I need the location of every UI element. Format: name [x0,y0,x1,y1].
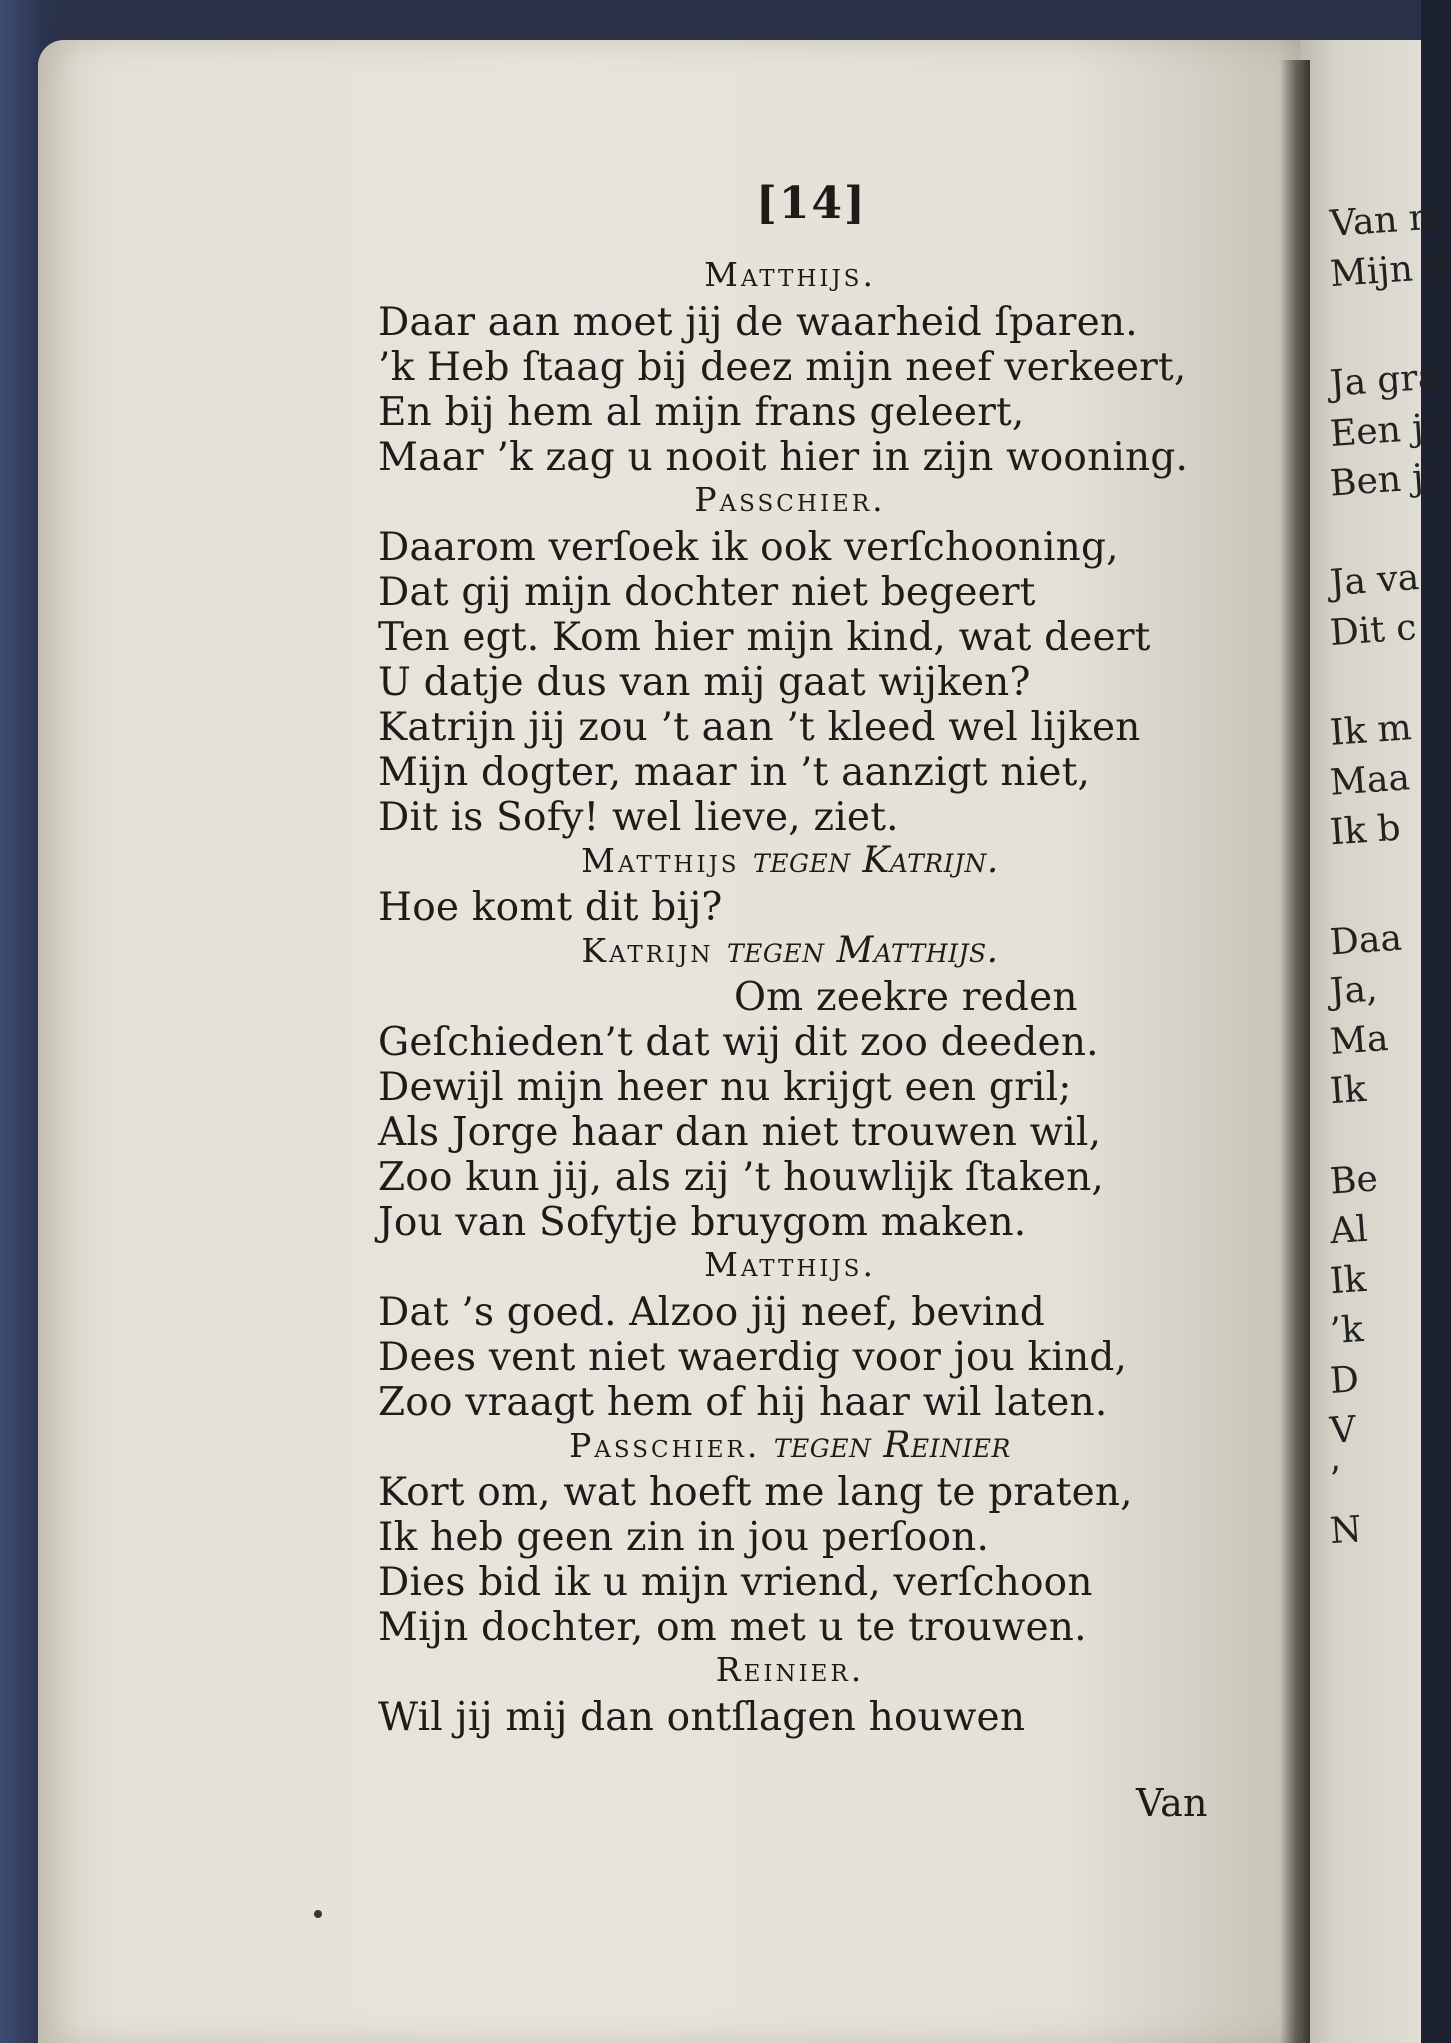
verse-line: Zoo vraagt hem of hij haar wil laten. [378,1380,1108,1425]
facing-page-text: Al [1328,1208,1369,1253]
verse-line: Mijn dogter, maar in ’t aanzigt niet, [378,750,1091,795]
facing-page-text: Ik b [1328,807,1402,854]
facing-page-text: Daa [1328,917,1404,964]
verse-line: En bij hem al mijn frans geleert, [378,390,1025,435]
facing-page-text: Mijn V [1328,245,1451,296]
verse-line: Kort om, wat hoeft me lang te praten, [378,1470,1133,1515]
verse-line: Wil jij mij dan ontſlagen houwen [378,1695,1026,1740]
speaker-heading [694,480,885,519]
verse-line: Ten egt. Kom hier mijn kind, wat deert [378,615,1151,660]
catchword: Van [1136,1781,1208,1825]
verse-line: Als Jorge haar dan niet trouwen wil, [378,1110,1102,1155]
verse-line: Om zeekre reden [734,975,1078,1020]
page-number: [14] [756,178,867,229]
verse-line: Ik heb geen zin in jou perſoon. [378,1515,990,1560]
facing-page-text: N [1328,1508,1363,1553]
facing-page-text: D [1328,1359,1361,1402]
speaker-heading [704,1245,876,1284]
verse-line: Dies bid ik u mijn vriend, verſchoon [378,1560,1093,1605]
speaker-heading [704,255,876,294]
facing-page-text: Ik [1328,1068,1368,1113]
verse-line: Dit is Sofy! wel lieve, ziet. [378,795,899,840]
verse-line: Hoe komt dit bij? [378,885,723,930]
facing-page-text: Ja gra [1328,356,1441,405]
speaker-heading [581,840,999,881]
speaker-heading [569,1425,1011,1466]
verse-line: Dat ’s goed. Alzoo jij neef, bevind [378,1290,1046,1335]
speaker-name: Passchier. [569,1426,761,1465]
stage-direction: tegen Reinier [773,1425,1011,1466]
facing-page-text: Ma [1328,1018,1390,1063]
facing-page-text: Dit c [1328,607,1418,654]
verse-line: Geſchieden’t dat wij dit zoo deeden. [378,1020,1099,1065]
speaker-heading [581,930,998,971]
facing-page-text: Maa [1328,757,1412,804]
verse-line: Daarom verſoek ik ook verſchooning, [378,525,1119,570]
facing-page-text: Ja va [1328,556,1421,605]
ink-speck [314,1910,322,1918]
verse-line: Mijn dochter, om met u te trouwen. [378,1605,1087,1650]
stage-direction: tegen Katrijn. [753,840,999,881]
speaker-name: Matthijs. [704,1245,876,1284]
verse-line: Jou van Sofytje bruygom maken. [378,1200,1027,1245]
verse-line: ’k Heb ſtaag bij deez mijn neef verkeert, [378,345,1187,390]
stage-direction: tegen Matthijs. [727,930,999,971]
facing-page-text: V [1328,1409,1358,1452]
facing-page-text: Ja, [1328,968,1379,1013]
speaker-name: Matthijs [581,841,740,880]
verse-line: Dewijl mijn heer nu krijgt een gril; [378,1065,1072,1110]
facing-page-text: ’k [1328,1308,1365,1353]
speaker-name: Katrijn [581,931,714,970]
speaker-heading [716,1650,865,1689]
facing-page-text: Ik [1328,1258,1368,1303]
facing-page-text: Ben ji [1328,456,1437,505]
facing-page-text: ’ [1328,1459,1343,1502]
facing-page-text: Een ju [1328,405,1448,456]
verse-line: Maar ’k zag u nooit hier in zijn wooning. [378,435,1189,480]
verse-line: Dat gij mijn dochter niet begeert [378,570,1036,615]
verse-line: Dees vent niet waerdig voor jou kind, [378,1335,1128,1380]
speaker-name: Reinier. [715,1650,865,1689]
speaker-name: Passchier. [694,480,886,519]
facing-page-text: Van m [1328,196,1445,245]
facing-page-text: Be [1328,1158,1380,1203]
speaker-name: Matthijs. [704,255,876,294]
facing-page-text: Ik m [1328,707,1413,754]
verse-line: U datje dus van mij gaat wijken? [378,660,1031,705]
verse-line: Katrijn jij zou ’t aan ’t kleed wel lijken [378,705,1141,750]
verse-line: Daar aan moet jij de waarheid ſparen. [378,300,1138,345]
verse-line: Zoo kun jij, als zij ’t houwlijk ſtaken, [378,1155,1105,1200]
